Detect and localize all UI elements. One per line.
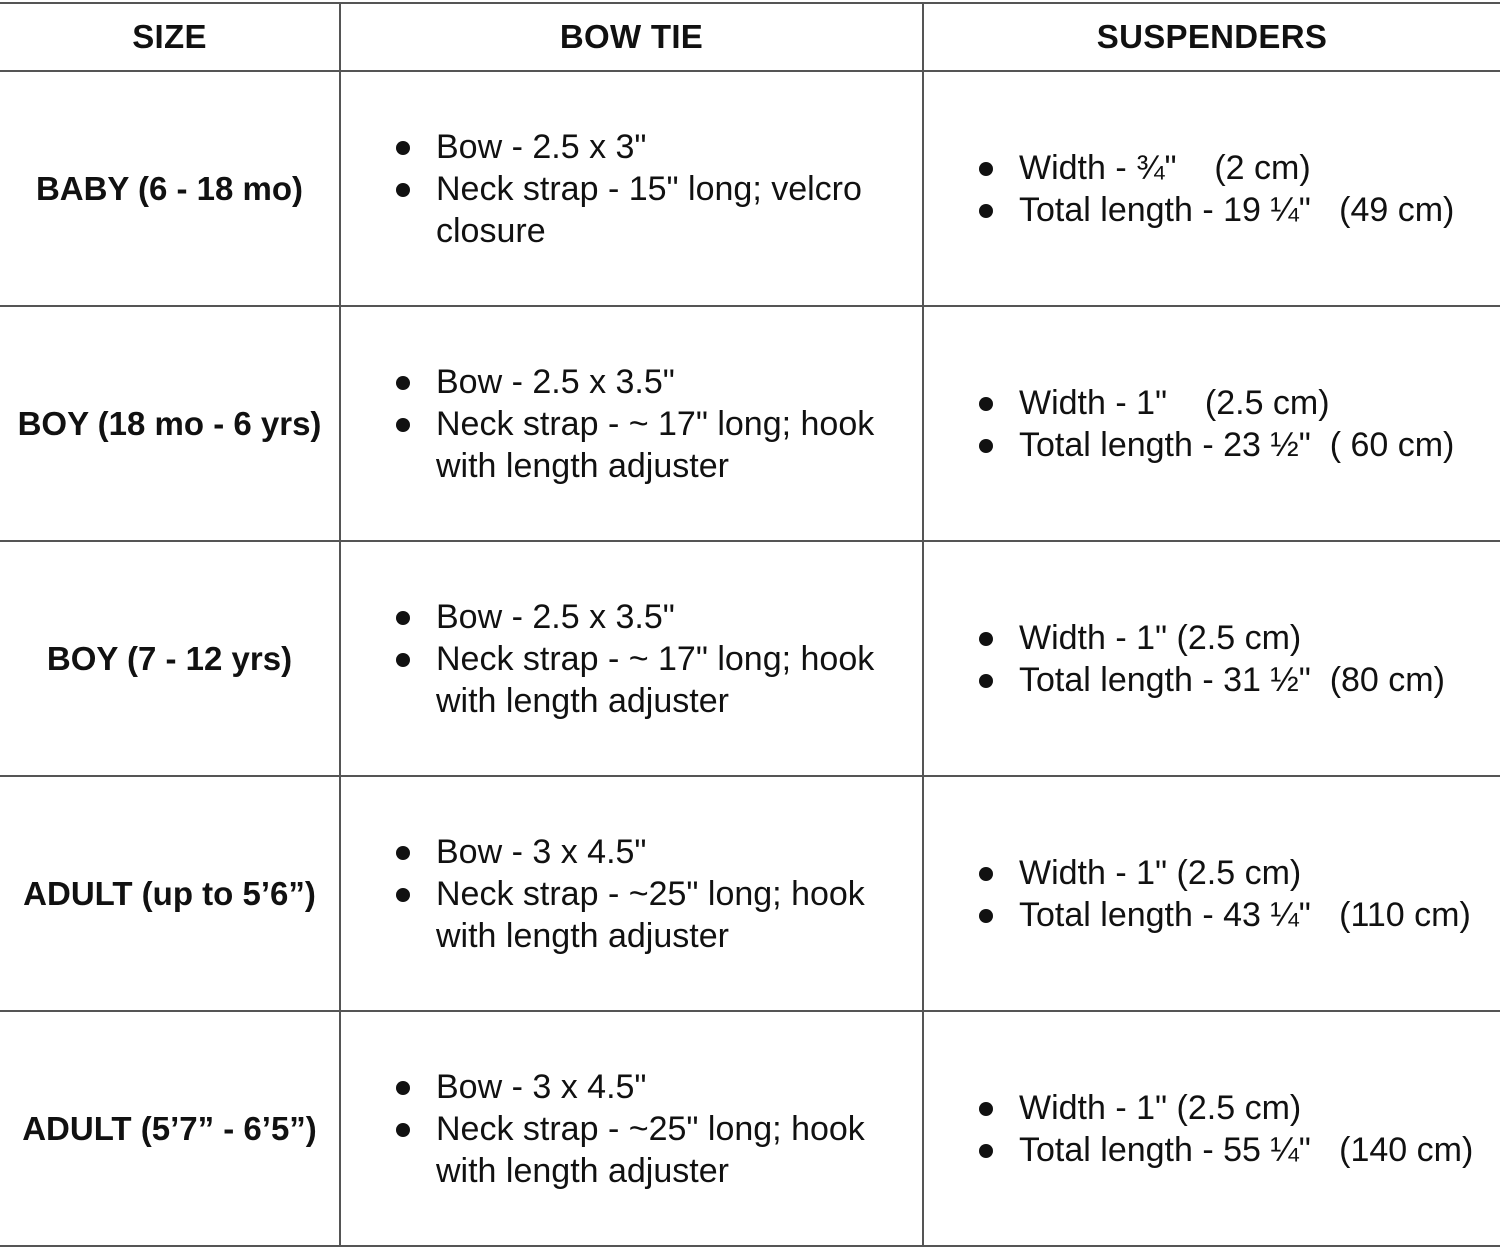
- header-size: SIZE: [0, 3, 340, 71]
- size-chart-table: [0, 2, 1500, 1247]
- suspenders-cell: [923, 776, 1500, 1011]
- neck-strap-spec: Neck strap - ~25" long; hook with length adjuster: [436, 873, 902, 957]
- suspender-width: Width - 1" (2.5 cm): [1019, 852, 1492, 894]
- bow-dimension: Bow - 2.5 x 3.5": [436, 596, 902, 638]
- neck-strap-spec: Neck strap - ~25" long; hook with length adjuster: [436, 1108, 902, 1192]
- bow-tie-cell: [340, 776, 923, 1011]
- size-label: BOY (18 mo - 6 yrs): [0, 306, 340, 541]
- suspender-width: Width - 1" (2.5 cm): [1019, 617, 1492, 659]
- size-label: BABY (6 - 18 mo): [0, 71, 340, 306]
- suspenders-spec-list: [924, 1087, 1500, 1171]
- bow-tie-cell: [340, 541, 923, 776]
- bow-dimension: Bow - 2.5 x 3.5": [436, 361, 902, 403]
- neck-strap-spec: Neck strap - 15" long; velcro closure: [436, 168, 902, 252]
- suspender-total-length: Total length - 55 ¼" (140 cm): [1019, 1129, 1492, 1171]
- suspenders-spec-list: [924, 147, 1500, 231]
- bow-tie-spec-list: [341, 831, 922, 957]
- suspender-width: Width - 1" (2.5 cm): [1019, 382, 1492, 424]
- suspenders-cell: [923, 1011, 1500, 1246]
- size-label: BOY (7 - 12 yrs): [0, 541, 340, 776]
- bow-tie-spec-list: [341, 1066, 922, 1192]
- suspenders-cell: [923, 71, 1500, 306]
- size-label: ADULT (5’7” - 6’5”): [0, 1011, 340, 1246]
- suspender-width: Width - ¾" (2 cm): [1019, 147, 1492, 189]
- table-row: [0, 541, 1500, 776]
- table-row: [0, 306, 1500, 541]
- suspender-total-length: Total length - 23 ½" ( 60 cm): [1019, 424, 1492, 466]
- bow-tie-cell: [340, 71, 923, 306]
- suspender-total-length: Total length - 19 ¼" (49 cm): [1019, 189, 1492, 231]
- header-row: [0, 3, 1500, 71]
- suspenders-cell: [923, 306, 1500, 541]
- suspender-total-length: Total length - 43 ¼" (110 cm): [1019, 894, 1492, 936]
- bow-tie-spec-list: [341, 361, 922, 487]
- bow-tie-cell: [340, 1011, 923, 1246]
- suspenders-spec-list: [924, 852, 1500, 936]
- bow-tie-cell: [340, 306, 923, 541]
- header-suspenders: SUSPENDERS: [923, 3, 1500, 71]
- bow-dimension: Bow - 3 x 4.5": [436, 1066, 902, 1108]
- suspenders-cell: [923, 541, 1500, 776]
- suspender-total-length: Total length - 31 ½" (80 cm): [1019, 659, 1492, 701]
- table-row: [0, 71, 1500, 306]
- bow-tie-spec-list: [341, 596, 922, 722]
- header-bow-tie: BOW TIE: [340, 3, 923, 71]
- neck-strap-spec: Neck strap - ~ 17" long; hook with length adjuster: [436, 403, 902, 487]
- suspenders-spec-list: [924, 617, 1500, 701]
- bow-tie-spec-list: [341, 126, 922, 252]
- size-label: ADULT (up to 5’6”): [0, 776, 340, 1011]
- bow-dimension: Bow - 3 x 4.5": [436, 831, 902, 873]
- bow-dimension: Bow - 2.5 x 3": [436, 126, 902, 168]
- suspenders-spec-list: [924, 382, 1500, 466]
- table-row: [0, 1011, 1500, 1246]
- suspender-width: Width - 1" (2.5 cm): [1019, 1087, 1492, 1129]
- table-row: [0, 776, 1500, 1011]
- neck-strap-spec: Neck strap - ~ 17" long; hook with length adjuster: [436, 638, 902, 722]
